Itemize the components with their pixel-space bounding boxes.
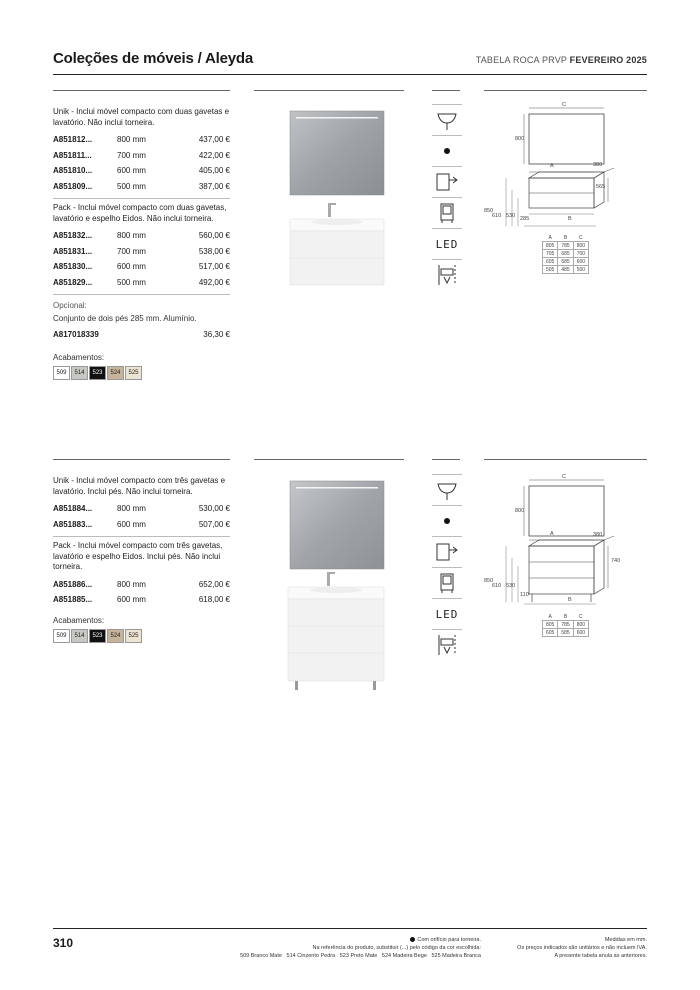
product-code: A851886...	[53, 579, 93, 589]
product-row	[53, 501, 230, 517]
product-price: 618,00 €	[198, 595, 230, 605]
section2-divider-dims	[484, 459, 647, 460]
dim-header: B	[563, 613, 568, 620]
product-row	[53, 132, 230, 148]
product-row	[53, 577, 230, 593]
dim-header: C	[579, 234, 583, 241]
page-title: Coleções de móveis / Aleyda	[53, 50, 253, 67]
swatch-514: 514	[71, 629, 88, 643]
product-code: A851809...	[53, 181, 93, 191]
finish-swatches	[53, 366, 233, 380]
product-row	[53, 179, 230, 195]
product-size: 500 mm	[117, 181, 146, 191]
dim-row	[543, 258, 589, 266]
dim-610-2: 610	[492, 583, 502, 589]
product-price: 492,00 €	[198, 277, 230, 287]
product-row	[53, 517, 230, 533]
product-row	[53, 275, 230, 291]
dim-cell: 685	[558, 250, 573, 258]
dim-row	[543, 242, 589, 250]
product-price: 538,00 €	[198, 246, 230, 256]
pack-description-2: Pack - Inclui móvel compacto com três gavetas, lavatório e espelho Eidos. Inclui pés. Não inclui torneira.	[53, 541, 223, 571]
product-image-2	[254, 465, 404, 690]
dim-cell: 485	[558, 266, 573, 274]
led-icon: LED	[432, 229, 462, 260]
dim-row	[543, 629, 589, 637]
dim-cell: 700	[573, 250, 588, 258]
product-image-1	[254, 95, 404, 300]
product-size: 800 mm	[117, 579, 146, 589]
section1-divider-dims	[484, 90, 647, 91]
installation-icon	[432, 630, 462, 660]
product-code: A851884...	[53, 504, 93, 514]
product-row	[53, 148, 230, 164]
pack-table	[53, 228, 233, 290]
dim-cell: 805	[543, 621, 558, 629]
product-row	[53, 228, 230, 244]
swatch-509: 509	[53, 629, 70, 643]
product-size: 500 mm	[117, 277, 146, 287]
dim-c-2: C	[562, 474, 566, 480]
product-size: 600 mm	[117, 519, 146, 529]
tap-hole-dot-icon	[410, 937, 415, 942]
dim-header: B	[563, 234, 568, 241]
product-row	[53, 163, 230, 179]
product-price: 507,00 €	[198, 519, 230, 529]
product-size: 800 mm	[117, 231, 146, 241]
dim-285: 285	[520, 216, 530, 222]
section1-divider-icons	[432, 90, 460, 91]
dim-800: 800	[515, 136, 525, 142]
dim-cell: 600	[573, 629, 588, 637]
dimension-table-1	[542, 234, 589, 274]
swatch-524: 524	[107, 366, 124, 380]
optional-row	[53, 327, 230, 343]
dim-850: 850	[484, 208, 494, 214]
product-size: 600 mm	[117, 595, 146, 605]
dim-cell: 805	[543, 242, 558, 250]
product-code: A851811...	[53, 150, 92, 160]
pack-table-2	[53, 577, 233, 608]
header-prefix: TABELA ROCA PRVP	[475, 55, 567, 65]
section2-divider-image	[254, 459, 404, 460]
installation-icon	[432, 260, 462, 290]
footer-notes-center	[240, 936, 481, 960]
product-code: A851831...	[53, 246, 93, 256]
mirror-cabinet-icon	[432, 198, 462, 229]
optional-code: A817018339	[53, 330, 99, 340]
product-price: 530,00 €	[198, 504, 230, 514]
dim-cell: 800	[573, 621, 588, 629]
section1-text	[53, 107, 233, 380]
drawer-soft-close-icon	[432, 537, 462, 568]
dim-a: A	[550, 163, 554, 169]
dim-530: 530	[506, 213, 516, 219]
dim-380: 380	[593, 162, 603, 168]
swatch-525: 525	[125, 629, 142, 643]
footer-notes-right	[517, 936, 647, 960]
dimension-drawing-2	[484, 470, 647, 645]
row-divider	[53, 198, 230, 199]
dim-cell: 500	[573, 266, 588, 274]
dim-850-2: 850	[484, 578, 494, 584]
footer-note-2: Na referência do produto, substituir (...) pelo código da cor escolhida:	[312, 945, 481, 951]
dim-530-2: 530	[506, 583, 516, 589]
tap-hole-dot-icon	[432, 506, 462, 537]
dim-800-2: 800	[515, 508, 525, 514]
optional-label: Opcional:	[53, 301, 87, 310]
swatch-523: 523	[89, 629, 106, 643]
dim-110: 110	[520, 592, 529, 598]
dim-cell: 505	[543, 266, 558, 274]
section2-divider	[53, 459, 230, 460]
product-code: A851830...	[53, 262, 93, 272]
dim-cell: 605	[543, 629, 558, 637]
product-price: 652,00 €	[198, 579, 230, 589]
mirror-cabinet-icon	[432, 568, 462, 599]
led-icon: LED	[432, 599, 462, 630]
footer-note-1: Com orifício para torneira.	[240, 936, 481, 944]
unik-table	[53, 132, 233, 194]
row-divider	[53, 294, 230, 295]
swatch-523: 523	[89, 366, 106, 380]
dim-cell: 705	[543, 250, 558, 258]
header-date: FEVEREIRO 2025	[569, 55, 647, 65]
dim-a-2: A	[550, 531, 554, 537]
product-size: 600 mm	[117, 166, 146, 176]
product-row	[53, 259, 230, 275]
optional-description: Conjunto de dois pés 285 mm. Alumínio.	[53, 314, 197, 323]
product-size: 600 mm	[117, 262, 146, 272]
swatch-525: 525	[125, 366, 142, 380]
dimension-drawing-1	[484, 98, 647, 283]
unik-description: Unik - Inclui móvel compacto com duas gavetas e lavatório. Não inclui torneira.	[53, 107, 230, 127]
dim-cell: 785	[558, 242, 573, 250]
optional-price: 36,30 €	[203, 330, 230, 340]
swatch-514: 514	[71, 366, 88, 380]
header-divider	[53, 74, 647, 75]
feature-icons-1	[432, 104, 462, 290]
product-row	[53, 592, 230, 608]
section2-text	[53, 476, 233, 643]
product-price: 405,00 €	[198, 166, 230, 176]
pack-description: Pack - Inclui móvel compacto com duas gavetas, lavatório e espelho Eidos. Não inclui torneira.	[53, 203, 227, 223]
dim-b: B	[568, 216, 572, 222]
section1-divider	[53, 90, 230, 91]
product-code: A851812...	[53, 135, 93, 145]
dim-cell: 605	[543, 258, 558, 266]
swatch-509: 509	[53, 366, 70, 380]
product-size: 700 mm	[117, 246, 146, 256]
wall-basin-icon	[432, 104, 462, 136]
unik-table-2	[53, 501, 233, 532]
product-price: 437,00 €	[198, 135, 230, 145]
dim-row	[543, 250, 589, 258]
product-code: A851885...	[53, 595, 93, 605]
dim-cell: 585	[558, 258, 573, 266]
dim-740: 740	[611, 558, 621, 564]
footer-right-1: Medidas em mm.	[604, 937, 647, 943]
dim-380-2: 380	[593, 532, 603, 538]
finishes-label-2: Acabamentos:	[53, 615, 105, 625]
product-price: 560,00 €	[198, 231, 230, 241]
dim-cell: 585	[558, 629, 573, 637]
product-row	[53, 244, 230, 260]
dim-cell: 600	[573, 258, 588, 266]
footer-divider	[53, 928, 647, 929]
row-divider	[53, 536, 230, 537]
product-code: A851832...	[53, 231, 93, 241]
product-price: 387,00 €	[198, 181, 230, 191]
drawer-soft-close-icon	[432, 167, 462, 198]
feature-icons-2	[432, 474, 462, 660]
product-price: 422,00 €	[198, 150, 230, 160]
product-size: 800 mm	[117, 504, 146, 514]
footer-note-3: 509 Branco Mate 514 Cinzento Pedra 523 Preto Mate 524 Madeira Bege 525 Madeira Branca	[240, 953, 481, 959]
finish-swatches-2	[53, 629, 233, 643]
section2-divider-icons	[432, 459, 460, 460]
dim-header: C	[579, 613, 583, 620]
product-size: 700 mm	[117, 150, 146, 160]
section1-divider-image	[254, 90, 404, 91]
product-code: A851829...	[53, 277, 93, 287]
wall-basin-icon	[432, 474, 462, 506]
dim-header: A	[548, 234, 552, 241]
dim-row	[543, 621, 589, 629]
tap-hole-dot-icon	[432, 136, 462, 167]
header-catalog-label	[476, 55, 647, 65]
footer-right-2: Os preços indicados são unitários e não incluem IVA.	[517, 945, 647, 951]
product-price: 517,00 €	[198, 262, 230, 272]
product-code: A851883...	[53, 519, 93, 529]
page-number: 310	[53, 936, 74, 950]
product-code: A851810...	[53, 166, 93, 176]
swatch-524: 524	[107, 629, 124, 643]
dim-row	[543, 266, 589, 274]
finishes-label: Acabamentos:	[53, 352, 105, 362]
dim-c: C	[562, 102, 566, 108]
dim-header: A	[548, 613, 552, 620]
product-size: 800 mm	[117, 135, 146, 145]
unik-description-2: Unik - Inclui móvel compacto com três gavetas e lavatório. Inclui pés. Não inclui torneira.	[53, 476, 226, 496]
dimension-table-2	[542, 613, 589, 637]
dim-610: 610	[492, 213, 502, 219]
dim-565: 565	[596, 184, 606, 190]
dim-cell: 800	[573, 242, 588, 250]
dim-cell: 785	[558, 621, 573, 629]
footer-right-3: A presente tabela anula as anteriores.	[554, 953, 647, 959]
dim-b-2: B	[568, 597, 572, 603]
